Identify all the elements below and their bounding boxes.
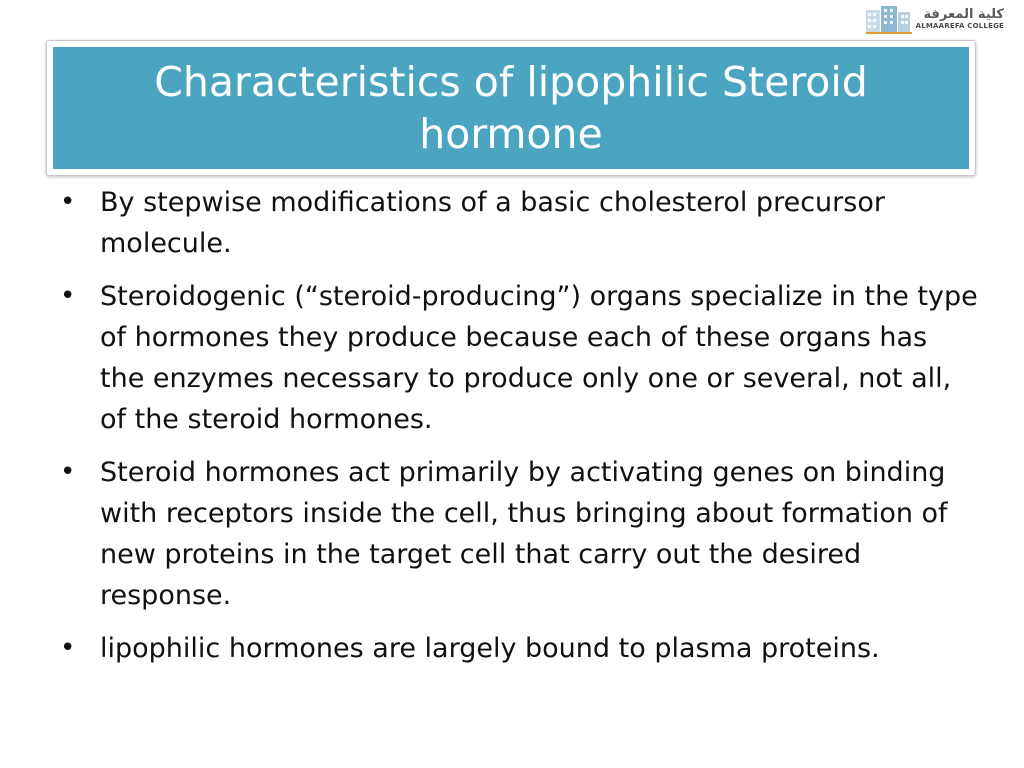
bullet-text: Steroid hormones act primarily by activating genes on binding with receptors inside the cell, thus bringing about formation of new proteins in the target cell that carry out the desired response.	[100, 457, 948, 611]
bullet-text: By stepwise modifications of a basic cholesterol precursor molecule.	[100, 187, 885, 259]
bullet-item	[58, 452, 978, 616]
title-frame	[46, 40, 976, 176]
title-box	[53, 47, 969, 169]
college-logo	[866, 4, 1004, 34]
bullet-dot-icon: •	[60, 633, 76, 663]
bullet-dot-icon: •	[60, 457, 76, 487]
bullet-item	[58, 276, 978, 440]
slide-content	[58, 182, 978, 681]
slide-title: Characteristics of lipophilic Steroid hormone	[154, 58, 868, 158]
college-building-icon	[866, 4, 912, 34]
logo-arabic-text: كلية المعرفة	[923, 7, 1004, 22]
bullet-item	[58, 182, 978, 264]
bullet-dot-icon: •	[60, 281, 76, 311]
bullet-text: Steroidogenic (“steroid-producing”) organs specialize in the type of hormones they produce because each of these organs has the enzymes necessary to produce only one or several, not all, of the steroid hormones.	[100, 281, 978, 435]
logo-latin-text: ALMAAREFA COLLEGE	[915, 22, 1004, 30]
bullet-text: lipophilic hormones are largely bound to plasma proteins.	[100, 633, 880, 664]
bullet-list	[58, 182, 978, 669]
bullet-item	[58, 628, 978, 669]
bullet-dot-icon: •	[60, 187, 76, 217]
